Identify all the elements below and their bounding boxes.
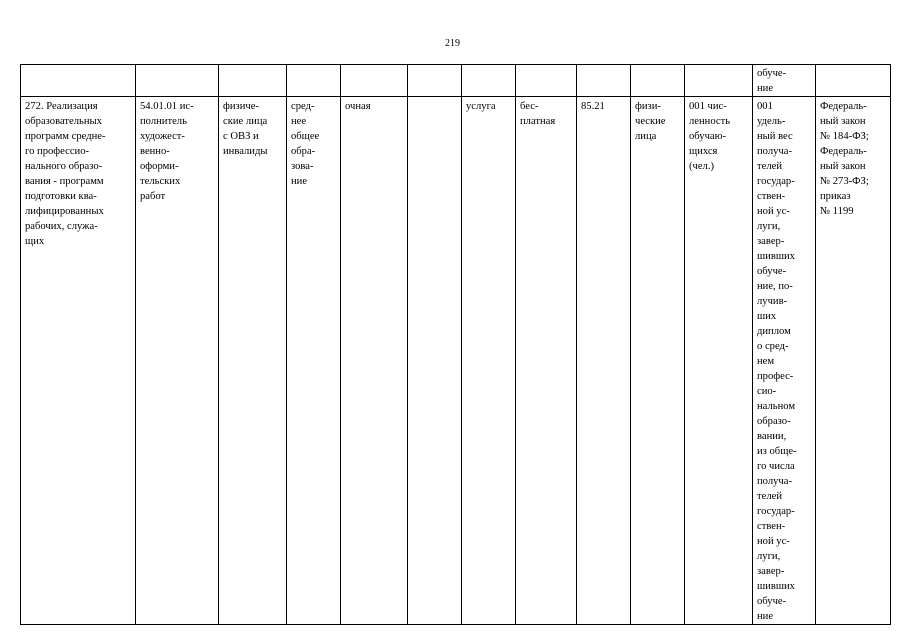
cell-okved-code <box>577 97 631 625</box>
cell-text-line: вании, <box>757 431 787 442</box>
cell-text-line: 001 <box>757 101 773 112</box>
cell-type <box>462 97 516 625</box>
cell-text-line: ленность <box>689 116 731 127</box>
cell-text-line: телей <box>757 491 782 502</box>
cell-text-line: № 273-ФЗ; <box>820 176 869 187</box>
cell-text-line: рабочих, служа- <box>25 221 98 232</box>
cell-text-line: 001 чис- <box>689 101 727 112</box>
cell-text-line: сио- <box>757 386 777 397</box>
cell-text-line: с ОВЗ и <box>223 131 259 142</box>
cell-text-line: образо- <box>757 416 791 427</box>
cell-education-level <box>287 97 341 625</box>
cell-text-line: луги, <box>757 221 781 232</box>
cell-text-line: го числа <box>757 461 795 472</box>
cell-text-line: ние <box>757 83 774 94</box>
cell-text-line: подготовки ква- <box>25 191 97 202</box>
cell-text-line: получа- <box>757 146 792 157</box>
cell-text-line: обуче- <box>757 266 787 277</box>
cell-payment <box>516 97 577 625</box>
cell-text-line: нальном <box>757 401 796 412</box>
cell-text-line: № 1199 <box>820 206 854 217</box>
cell-text-line: государ- <box>757 506 795 517</box>
cell-text-line: ших <box>757 311 777 322</box>
cell-text-line: ной ус- <box>757 536 790 547</box>
cell-text-line: о сред- <box>757 341 789 352</box>
cell-text-line: завер- <box>757 566 785 577</box>
cell-text-line: ный вес <box>757 131 793 142</box>
cell-text-line: лучив- <box>757 296 788 307</box>
cell-text-line: ный закон <box>820 161 866 172</box>
cell-text-line: Федераль- <box>820 146 867 157</box>
cell <box>341 65 408 97</box>
cell-text-line: физи- <box>635 101 661 112</box>
cell-program-code <box>136 97 219 625</box>
table-row-continued <box>21 65 891 97</box>
cell-text-line: ние, по- <box>757 281 793 292</box>
cell-text-line: го профессио- <box>25 146 90 157</box>
cell-text-line: шивших <box>757 251 795 262</box>
cell-education-form <box>341 97 408 625</box>
cell-continued-indicator-text <box>753 65 816 97</box>
cell-text-line: Федераль- <box>820 101 867 112</box>
cell-text-line: обуче- <box>757 596 787 607</box>
cell-text-line: профес- <box>757 371 794 382</box>
cell-consumers <box>631 97 685 625</box>
cell-text-line: общее <box>291 131 320 142</box>
cell-text-line: платная <box>520 116 556 127</box>
cell <box>408 65 462 97</box>
cell <box>816 65 891 97</box>
cell-volume-indicator <box>685 97 753 625</box>
cell-text-line: ствен- <box>757 191 786 202</box>
cell-text-line: приказ <box>820 191 851 202</box>
cell-text-line: тельских <box>140 176 181 187</box>
cell-text-line: 272. Реализация <box>25 101 98 112</box>
cell-text-line: лифицированных <box>25 206 104 217</box>
cell-text-line: инвалиды <box>223 146 268 157</box>
cell-text-line: сред- <box>291 101 315 112</box>
cell-text-line: ной ус- <box>757 206 790 217</box>
cell-quality-indicator <box>753 97 816 625</box>
cell-text-line: луги, <box>757 551 781 562</box>
cell <box>685 65 753 97</box>
cell-text-line: ствен- <box>757 521 786 532</box>
cell-text-line: ние <box>291 176 308 187</box>
cell-text-line: диплом <box>757 326 791 337</box>
cell-text-line: щихся <box>689 146 718 157</box>
cell-text-line: 85.21 <box>581 101 605 112</box>
cell-text-line: оформи- <box>140 161 179 172</box>
cell-text-line: услуга <box>466 101 496 112</box>
cell-text-line: завер- <box>757 236 785 247</box>
cell-text-line: № 184-ФЗ; <box>820 131 869 142</box>
cell-legal-basis <box>816 97 891 625</box>
cell-text-line: (чел.) <box>689 161 715 172</box>
page-number: 219 <box>445 38 460 49</box>
table-row-272 <box>21 97 891 625</box>
cell-text-line: телей <box>757 161 782 172</box>
cell-text-line: программ средне- <box>25 131 106 142</box>
cell-text-line: из обще- <box>757 446 797 457</box>
cell-text-line: удель- <box>757 116 786 127</box>
cell-text-line: ческие <box>635 116 666 127</box>
cell-text-line: получа- <box>757 476 792 487</box>
cell-text-line: образовательных <box>25 116 102 127</box>
cell-text-line: шивших <box>757 581 795 592</box>
cell-consumer-category <box>219 97 287 625</box>
cell-text-line: вания - программ <box>25 176 104 187</box>
cell-text-line: обучаю- <box>689 131 727 142</box>
cell-text-line: государ- <box>757 176 795 187</box>
cell <box>631 65 685 97</box>
cell-text-line: нее <box>291 116 307 127</box>
cell-text-line: физиче- <box>223 101 259 112</box>
cell-text-line: бес- <box>520 101 539 112</box>
cell <box>577 65 631 97</box>
cell-text-line: 54.01.01 ис- <box>140 101 194 112</box>
cell-text-line: ние <box>757 611 774 622</box>
cell-text-line: очная <box>345 101 371 112</box>
cell-empty <box>408 97 462 625</box>
cell <box>219 65 287 97</box>
cell <box>21 65 136 97</box>
cell-service-name <box>21 97 136 625</box>
data-table <box>20 64 891 625</box>
cell <box>462 65 516 97</box>
cell-text-line: нем <box>757 356 775 367</box>
cell-text-line: лица <box>635 131 657 142</box>
cell-text-line: зова- <box>291 161 314 172</box>
cell-text-line: работ <box>140 191 166 202</box>
cell-text-line: венно- <box>140 146 170 157</box>
cell <box>287 65 341 97</box>
cell <box>136 65 219 97</box>
cell-text-line: обра- <box>291 146 316 157</box>
cell-text-line: полнитель <box>140 116 187 127</box>
cell-text-line: ские лица <box>223 116 268 127</box>
cell-text-line: художест- <box>140 131 185 142</box>
cell-text-line: ный закон <box>820 116 866 127</box>
cell-text-line: нального образо- <box>25 161 103 172</box>
cell <box>516 65 577 97</box>
cell-text-line: щих <box>25 236 45 247</box>
cell-text-line: обуче- <box>757 68 787 79</box>
